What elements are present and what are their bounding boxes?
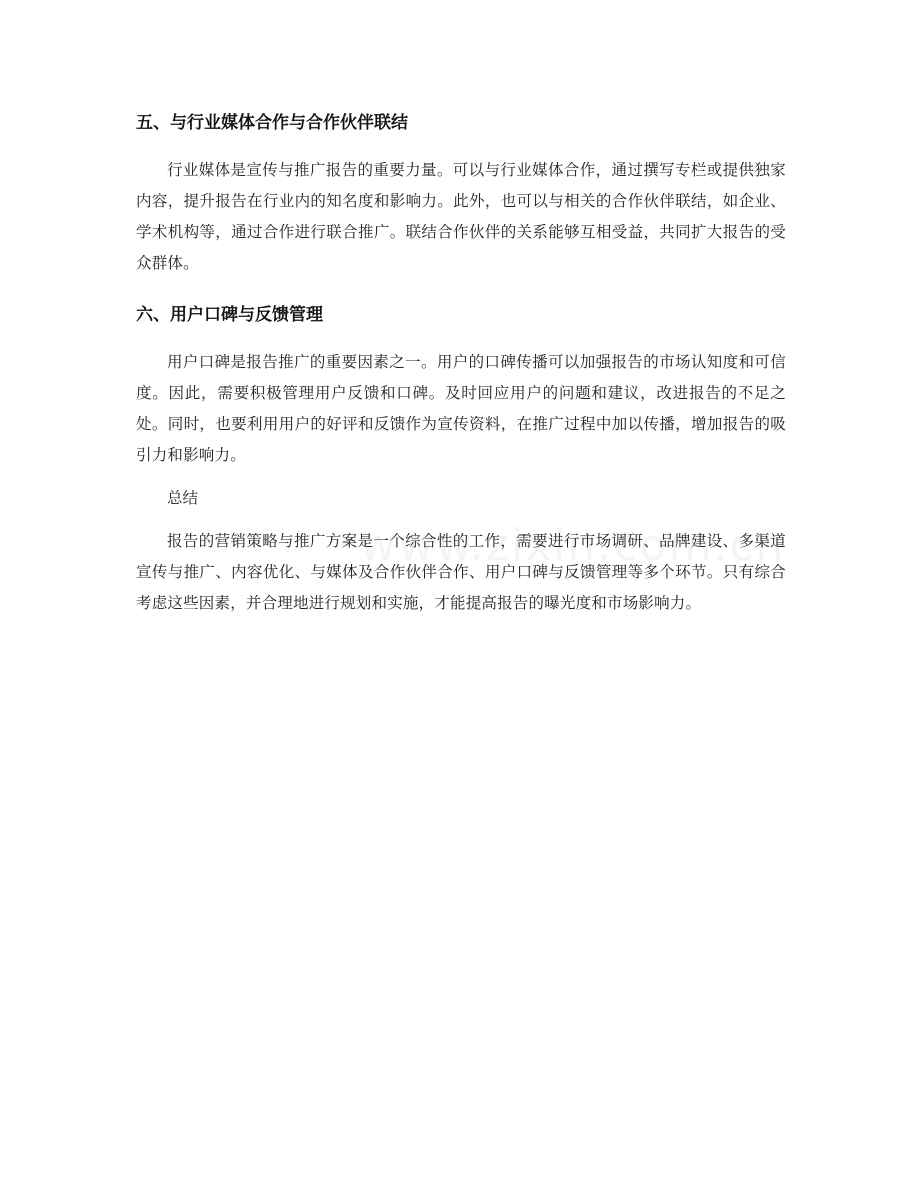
section-6-heading: 六、用户口碑与反馈管理 xyxy=(136,305,323,325)
document-content xyxy=(136,106,786,619)
summary-label: 总结 xyxy=(167,489,199,507)
section-5-paragraph: 行业媒体是宣传与推广报告的重要力量。可以与行业媒体合作，通过撰写专栏或提供独家内容，提升报告在行业内的知名度和影响力。此外，也可以与相关的合作伙伴联结，如企业、学术机构等，通过合作进行联合推广。联结合作伙伴的关系能够互相受益，共同扩大报告的受众群体。 xyxy=(136,161,786,272)
summary-paragraph: 报告的营销策略与推广方案是一个综合性的工作，需要进行市场调研、品牌建设、多渠道宣传与推广、内容优化、与媒体及合作伙伴合作、用户口碑与反馈管理等多个环节。只有综合考虑这些因素，并合理地进行规划和实施，才能提高报告的曝光度和市场影响力。 xyxy=(136,532,786,612)
section-5-heading: 五、与行业媒体合作与合作伙伴联结 xyxy=(136,113,408,133)
section-6-paragraph: 用户口碑是报告推广的重要因素之一。用户的口碑传播可以加强报告的市场认知度和可信度。因此，需要积极管理用户反馈和口碑。及时回应用户的问题和建议，改进报告的不足之处。同时，也要利用用户的好评和反馈作为宣传资料，在推广过程中加以传播，增加报告的吸引力和影响力。 xyxy=(136,353,786,464)
